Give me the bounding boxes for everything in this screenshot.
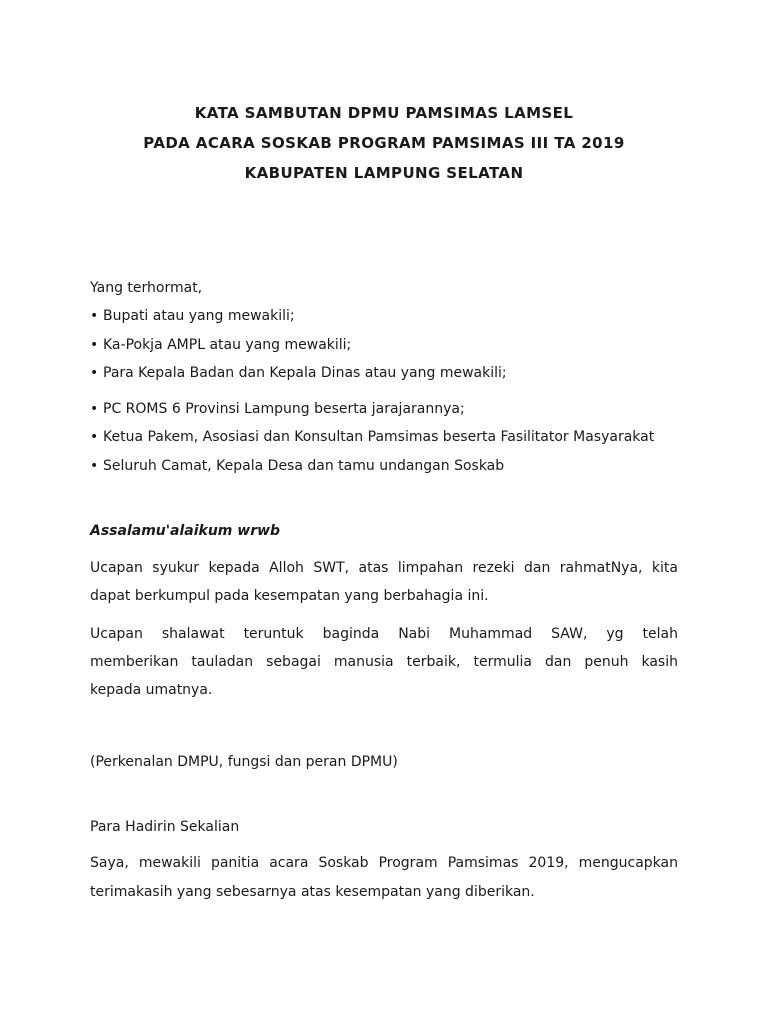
paragraph-1-line-1: Ucapan syukur kepada Alloh SWT, atas limpahan rezeki dan rahmatNya, kita: [90, 560, 678, 576]
paragraph-3-line-1: Saya, mewakili panitia acara Soskab Program Pamsimas 2019, mengucapkan: [90, 855, 678, 871]
paragraph-2-line-1: Ucapan shalawat teruntuk baginda Nabi Muhammad SAW, yg telah: [90, 626, 678, 642]
paragraph-2-line-2: memberikan tauladan sebagai manusia terbaik, termulia dan penuh kasih: [90, 654, 678, 670]
address-line: Para Hadirin Sekalian: [90, 819, 240, 835]
list-item: • Para Kepala Badan dan Kepala Dinas atau yang mewakili;: [90, 365, 507, 381]
list-item: • PC ROMS 6 Provinsi Lampung beserta jarajarannya;: [90, 401, 465, 417]
paragraph-2-line-3: kepada umatnya.: [90, 682, 213, 698]
intro-note: (Perkenalan DMPU, fungsi dan peran DPMU): [90, 754, 398, 770]
paragraph-1-line-2: dapat berkumpul pada kesempatan yang berbahagia ini.: [90, 588, 489, 604]
list-item: • Bupati atau yang mewakili;: [90, 308, 295, 324]
list-item: • Ka-Pokja AMPL atau yang mewakili;: [90, 337, 351, 353]
greeting: Assalamu'alaikum wrwb: [90, 523, 281, 539]
title-line-2: PADA ACARA SOSKAB PROGRAM PAMSIMAS III TA 2019: [143, 134, 625, 152]
paragraph-3-line-2: terimakasih yang sebesarnya atas kesempatan yang diberikan.: [90, 884, 535, 900]
title-line-3: KABUPATEN LAMPUNG SELATAN: [244, 164, 524, 182]
list-item: • Seluruh Camat, Kepala Desa dan tamu undangan Soskab: [90, 458, 504, 474]
list-item: • Ketua Pakem, Asosiasi dan Konsultan Pamsimas beserta Fasilitator Masyarakat: [90, 429, 654, 445]
title-line-1: KATA SAMBUTAN DPMU PAMSIMAS LAMSEL: [194, 104, 574, 122]
salutation: Yang terhormat,: [90, 280, 203, 296]
